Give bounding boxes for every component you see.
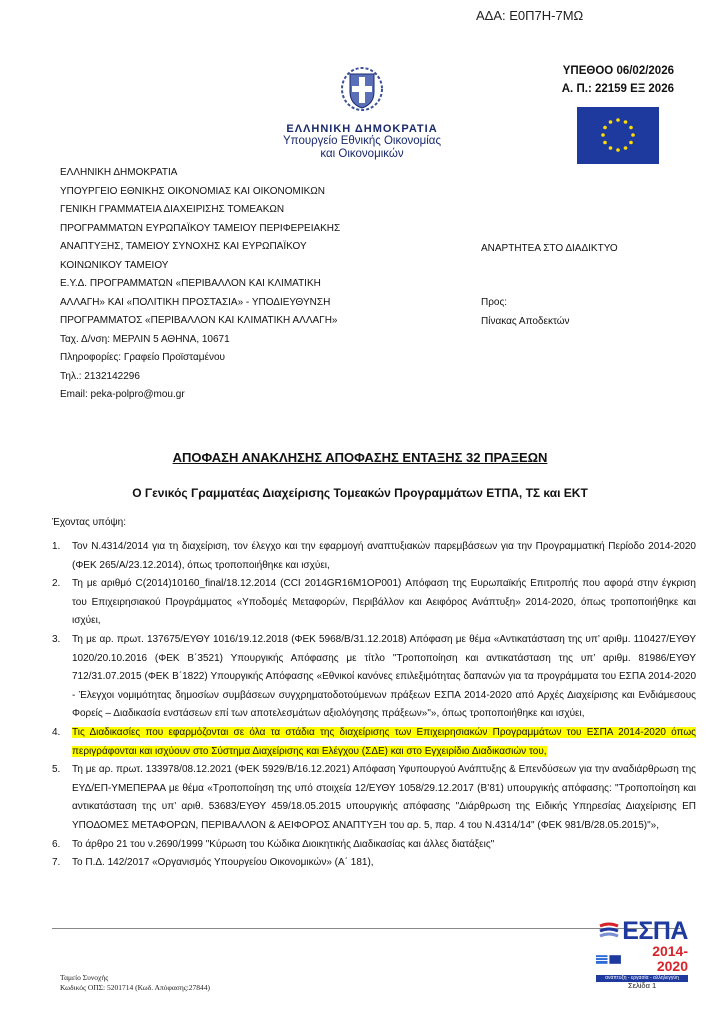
protocol-number xyxy=(562,62,674,98)
item-text: Τη με αριθμό C(2014)10160_final/18.12.2014 (CCI 2014GR16M1OP001) Απόφαση της Ευρωπαϊκής Επιτροπής που αφορά στην έγκριση του Επιχειρησιακού Προγράμματος «Υποδομές Μεταφορών, Περιβάλλον και Αειφόρος Ανάπτυξη» 2014-2020, όπως τροποποιήθηκε και ισχύει, xyxy=(72,578,696,627)
sender-line: ΠΡΟΓΡΑΜΜΑΤΩΝ ΕΥΡΩΠΑΪΚΟΥ ΤΑΜΕΙΟΥ ΠΕΡΙΦΕΡΕΙΑΚΗΣ xyxy=(60,222,341,234)
footer-divider xyxy=(52,928,680,929)
to-value: Πίνακας Αποδεκτών xyxy=(481,315,570,327)
sender-line: ΑΛΛΑΓΗ» ΚΑΙ «ΠΟΛΙΤΙΚΗ ΠΡΟΣΤΑΣΙΑ» - ΥΠΟΔΙΕΥΘΥΝΣΗ xyxy=(60,296,331,308)
espa-years: 2014-2020 xyxy=(652,943,688,974)
sender-address: Ταχ. Δ/νση: ΜΕΡΛΙΝ 5 ΑΘΗΝΑ, 10671 xyxy=(60,333,230,345)
item-text-wrap xyxy=(72,724,696,761)
item-number: 3. xyxy=(52,633,61,645)
sender-block xyxy=(60,164,340,405)
greek-coat-of-arms-icon xyxy=(340,66,384,112)
espa-waves-icon xyxy=(598,920,620,942)
item-number: 1. xyxy=(52,541,61,552)
espa-logo-icon xyxy=(596,918,688,982)
sender-phone: Τηλ.: 2132142296 xyxy=(60,370,140,382)
item-number: 6. xyxy=(52,838,61,850)
item-number: 2. xyxy=(52,578,61,590)
highlighted-text: Τις Διαδικασίες που εφαρμόζονται σε όλα τα στάδια της διαχείρισης των Επιχειρησιακών Προγραμμάτων του ΕΣΠΑ 2014-2020 όπως περιγράφονται και ισχύουν στο Σύστημα Διαχείρισης και Ελέγχου (ΣΔΕ) και στο Εγχειρίδιο Διαδικασιών του, xyxy=(72,726,696,757)
sender-info: Πληροφορίες: Γραφείο Προϊσταμένου xyxy=(60,352,226,363)
list-item-highlighted xyxy=(52,724,696,761)
list-item xyxy=(52,631,696,724)
sender-line: ΥΠΟΥΡΓΕΙΟ ΕΘΝΙΚΗΣ ΟΙΚΟΝΟΜΙΑΣ ΚΑΙ ΟΙΚΟΝΟΜΙΚΩΝ xyxy=(60,185,326,197)
document-title: ΑΠΟΦΑΣΗ ΑΝΑΚΛΗΣΗΣ ΑΠΟΦΑΣΗΣ ΕΝΤΑΞΗΣ 32 ΠΡΑΞΕΩΝ xyxy=(172,450,548,465)
sender-line: Ε.Υ.Δ. ΠΡΟΓΡΑΜΜΑΤΩΝ «ΠΕΡΙΒΑΛΛΟΝ ΚΑΙ ΚΛΙΜΑΤΙΚΗ xyxy=(60,278,321,289)
sender-email: Email: peka-polpro@mou.gr xyxy=(60,389,185,400)
fund-name: Ταμείο Συνοχής xyxy=(60,973,109,982)
list-item xyxy=(52,575,696,631)
greek-eu-flags-icon xyxy=(596,955,621,964)
protocol-date: ΥΠΕΘΟΟ 06/02/2026 xyxy=(562,65,674,77)
footer-info xyxy=(60,973,210,993)
ministry-name-line1: Υπουργείο Εθνικής Οικονομίας xyxy=(283,135,441,147)
espa-tagline: ανάπτυξη - εργασία - αλληλεγγύη xyxy=(596,975,688,982)
sender-line: ΚΟΙΝΩΝΙΚΟΥ ΤΑΜΕΙΟΥ xyxy=(60,259,169,271)
item-text: Το άρθρο 21 του ν.2690/1999 "Κύρωση του Κώδικα Διοικητικής Διαδικασίας και άλλες διατάξεις" xyxy=(72,838,495,850)
considering-label: Έχοντας υπόψη: xyxy=(52,517,126,528)
list-item xyxy=(52,761,696,835)
sender-line: ΓΕΝΙΚΗ ΓΡΑΜΜΑΤΕΙΑ ΔΙΑΧΕΙΡΙΣΗΣ ΤΟΜΕΑΚΩΝ xyxy=(60,204,285,215)
item-number: 4. xyxy=(52,726,61,738)
republic-title: ΕΛΛΗΝΙΚΗ ΔΗΜΟΚΡΑΤΙΑ xyxy=(286,123,438,135)
espa-word: ΕΣΠΑ xyxy=(622,917,688,945)
item-text: Τον Ν.4314/2014 για τη διαχείριση, τον έλεγχο και την εφαρμογή αναπτυξιακών παρεμβάσεων για την Προγραμματική Περίοδο 2014-2020 (ΦΕΚ 265/Α/23.12.2014), όπως τροποποιήθηκε και ισχύει, xyxy=(72,541,696,571)
eu-flag-icon xyxy=(577,107,659,164)
sender-line: ΕΛΛΗΝΙΚΗ ΔΗΜΟΚΡΑΤΙΑ xyxy=(60,167,178,178)
ops-code: Κωδικός ΟΠΣ: 5201714 (Κωδ. Απόφασης:27844) xyxy=(60,983,211,992)
to-label: Προς: xyxy=(481,297,508,308)
page-number: Σελίδα 1 xyxy=(628,981,657,990)
protocol-ap: Α. Π.: 22159 ΕΞ 2026 xyxy=(561,83,674,95)
ministry-name-line2: και Οικονομικών xyxy=(320,148,404,160)
list-item xyxy=(52,836,696,855)
list-item xyxy=(52,854,696,873)
item-text: Τη με αρ. πρωτ. 133978/08.12.2021 (ΦΕΚ 5929/Β/16.12.2021) Απόφαση Υφυπουργού Ανάπτυξης & Επενδύσεων για την αναδιάρθρωση της ΕΥΔ/ΕΠ-ΥΜΕΠΕΡΑΑ με θέμα «Τροποποίηση της υπό στοιχεία 12/ΕΥΘΥ 1058/29.12.2017 (Β’81) υπουργικής απόφασης: "Τροποποίηση και αντικατάσταση της υπ’ αριθ. 53683/ΕΥΘΥ 459/18.05.2015 υπουργικής απόφασης "Διάρθρωση της Ειδικής Υπηρεσίας Διαχείρισης ΕΠ ΥΠΟΔΟΜΕΣ ΜΕΤΑΦΟΡΩΝ, ΠΕΡΙΒΑΛΛΟΝ & ΑΕΙΦΟΡΟΣ ΑΝΑΠΤΥΞΗ του αρ. 5, παρ. 4 του Ν.4314/14" (ΦΕΚ 981/Β/28.05.2015)"», xyxy=(72,764,696,831)
item-text: Το Π.Δ. 142/2017 «Οργανισμός Υπουργείου Οικονομικών» (Α΄ 181), xyxy=(72,857,374,869)
considerations-list xyxy=(52,538,696,873)
sender-line: ΑΝΑΠΤΥΞΗΣ, ΤΑΜΕΙΟΥ ΣΥΝΟΧΗΣ ΚΑΙ ΕΥΡΩΠΑΪΚΟΥ xyxy=(60,241,307,252)
item-number: 7. xyxy=(52,857,61,869)
publish-note: ΑΝΑΡΤΗΤΕΑ ΣΤΟ ΔΙΑΔΙΚΤΥΟ xyxy=(481,243,618,254)
sender-line: ΠΡΟΓΡΑΜΜΑΤΟΣ «ΠΕΡΙΒΑΛΛΟΝ ΚΑΙ ΚΛΙΜΑΤΙΚΗ ΑΛΛΑΓΗ» xyxy=(60,315,338,326)
item-text: Τη με αρ. πρωτ. 137675/ΕΥΘΥ 1016/19.12.2018 (ΦΕΚ 5968/Β/31.12.2018) Απόφαση με θέμα «Αντικατάσταση της υπ’ αριθμ. 110427/ΕΥΘΥ 1020/20.10.2016 (ΦΕΚ Β΄3521) Υπουργικής Απόφασης με τίτλο "Τροποποίηση και αντικατάσταση της υπ’ αριθμ. 81986/ΕΥΘΥ 712/31.07.2015 (ΦΕΚ Β΄1822) Υπουργικής Απόφασης «Εθνικοί κανόνες επιλεξιμότητας δαπανών για τα προγράμματα του ΕΣΠΑ 2014-2020 - Έλεγχοι νομιμότητας δημοσίων συμβάσεων συγχρηματοδοτούμενων πράξεων ΕΣΠΑ 2014-2020 από Αρχές Διαχείρισης και Ενδιάμεσους Φορείς – Διαδικασία ενστάσεων επί των αποτελεσμάτων αξιολόγησης πράξεων»"», όπως τροποποιήθηκε και ισχύει, xyxy=(72,633,696,720)
list-item xyxy=(52,538,696,575)
recipients-block xyxy=(481,243,618,331)
item-number: 5. xyxy=(52,764,61,776)
ministry-header xyxy=(262,66,462,161)
ada-code: ΑΔΑ: Ε0Π7Η-7ΜΩ xyxy=(476,8,584,23)
document-subtitle: Ο Γενικός Γραμματέας Διαχείρισης Τομεακών Προγραμμάτων ΕΤΠΑ, ΤΣ και ΕΚΤ xyxy=(132,486,588,500)
